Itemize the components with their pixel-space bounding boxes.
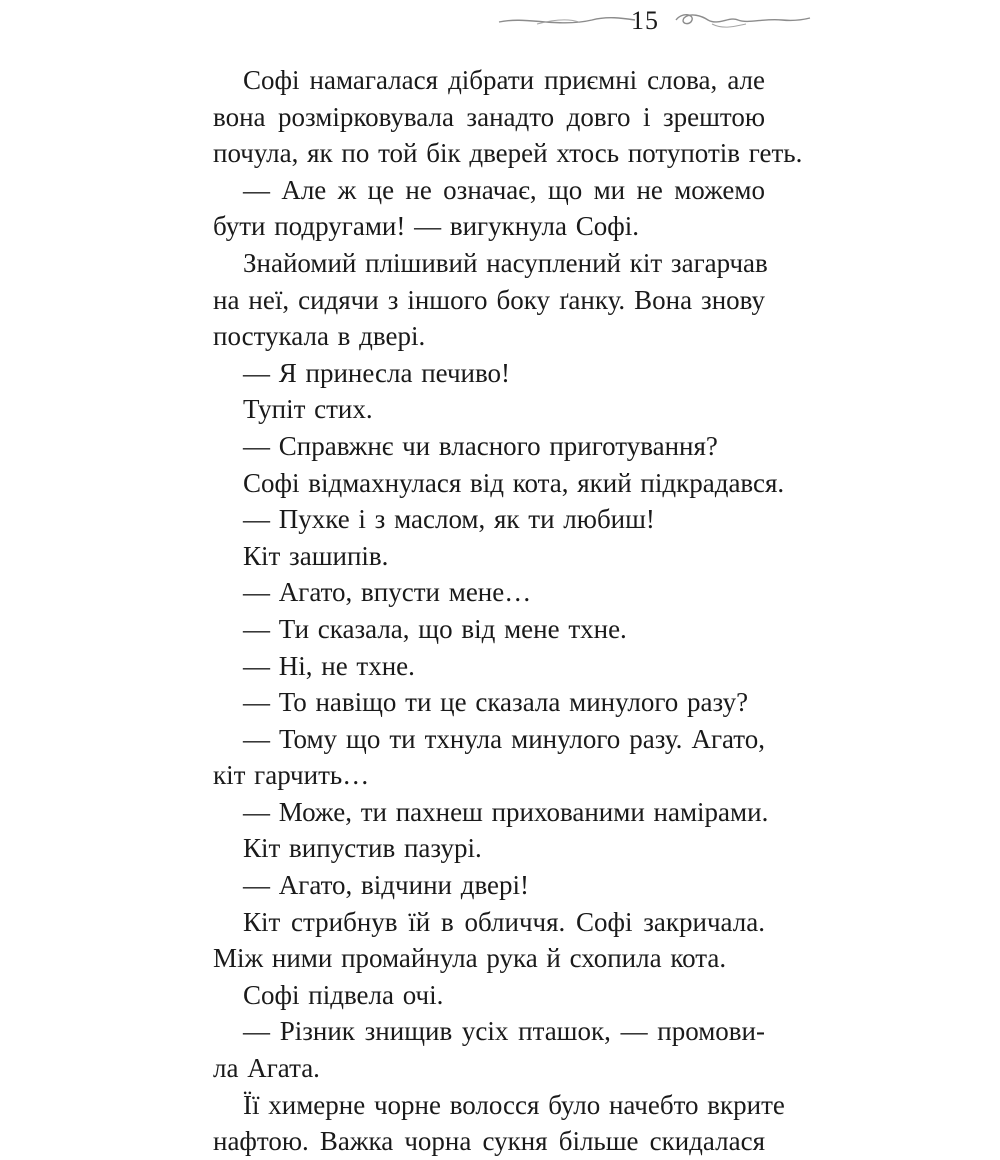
text-line: — Ні, не тхне.	[243, 650, 415, 681]
page-number: 15	[631, 6, 659, 35]
text-line: Кіт випустив пазурі.	[243, 833, 482, 864]
text-line: — Тому що ти тхнула минулого разу. Агато,	[243, 723, 765, 754]
text-line: — Справжнє чи власного приготування?	[243, 430, 718, 461]
text-line: Кіт зашипів.	[243, 540, 389, 571]
text-line: Між ними промайнула рука й схопила кота.	[213, 943, 727, 974]
text-line: Софі відмахнулася від кота, який підкрадався.	[243, 467, 785, 498]
text-line: Тупіт стих.	[243, 394, 373, 425]
text-line: вона розмірковувала занадто довго і зрештою	[213, 101, 765, 132]
text-line: — Ти сказала, що від мене тхне.	[243, 613, 627, 644]
text-line: Її химерне чорне волосся було начебто вкрите	[243, 1089, 785, 1120]
text-line: — То навіщо ти це сказала минулого разу?	[243, 687, 749, 718]
text-line: ла Агата.	[213, 1053, 320, 1084]
page-header	[0, 0, 1000, 50]
text-line: — Але ж це не означає, що ми не можемо	[243, 174, 765, 205]
swirl-ornament-left-icon	[497, 6, 637, 36]
text-line: — Агато, впусти мене…	[243, 577, 532, 608]
text-line: кіт гарчить…	[213, 760, 370, 791]
text-line: Софі підвела очі.	[243, 979, 444, 1010]
text-line: Знайомий плішивий насуплений кіт загарчав	[243, 247, 768, 278]
text-line: Кіт стрибнув їй в обличчя. Софі закричала.	[243, 906, 765, 937]
text-line: на неї, сидячи з іншого боку ґанку. Вона знову	[213, 284, 765, 315]
text-line: — Пухке і з маслом, як ти любиш!	[243, 504, 655, 535]
text-line: — Агато, відчини двері!	[243, 870, 530, 901]
text-line: постукала в двері.	[213, 321, 426, 352]
swirl-ornament-right-icon	[672, 6, 812, 36]
text-line: — Я принесла печиво!	[243, 357, 511, 388]
text-line: бути подругами! — вигукнула Софі.	[213, 211, 639, 242]
text-line: — Може, ти пахнеш прихованими намірами.	[243, 796, 769, 827]
text-line: — Різник знищив усіх пташок, — промови-	[243, 1016, 765, 1047]
body-text	[213, 62, 803, 1160]
text-line: почула, як по той бік дверей хтось потупотів геть.	[213, 138, 803, 169]
text-line: нафтою. Важка чорна сукня більше скидалася	[213, 1126, 765, 1157]
text-line: Софі намагалася дібрати приємні слова, але	[243, 65, 765, 95]
